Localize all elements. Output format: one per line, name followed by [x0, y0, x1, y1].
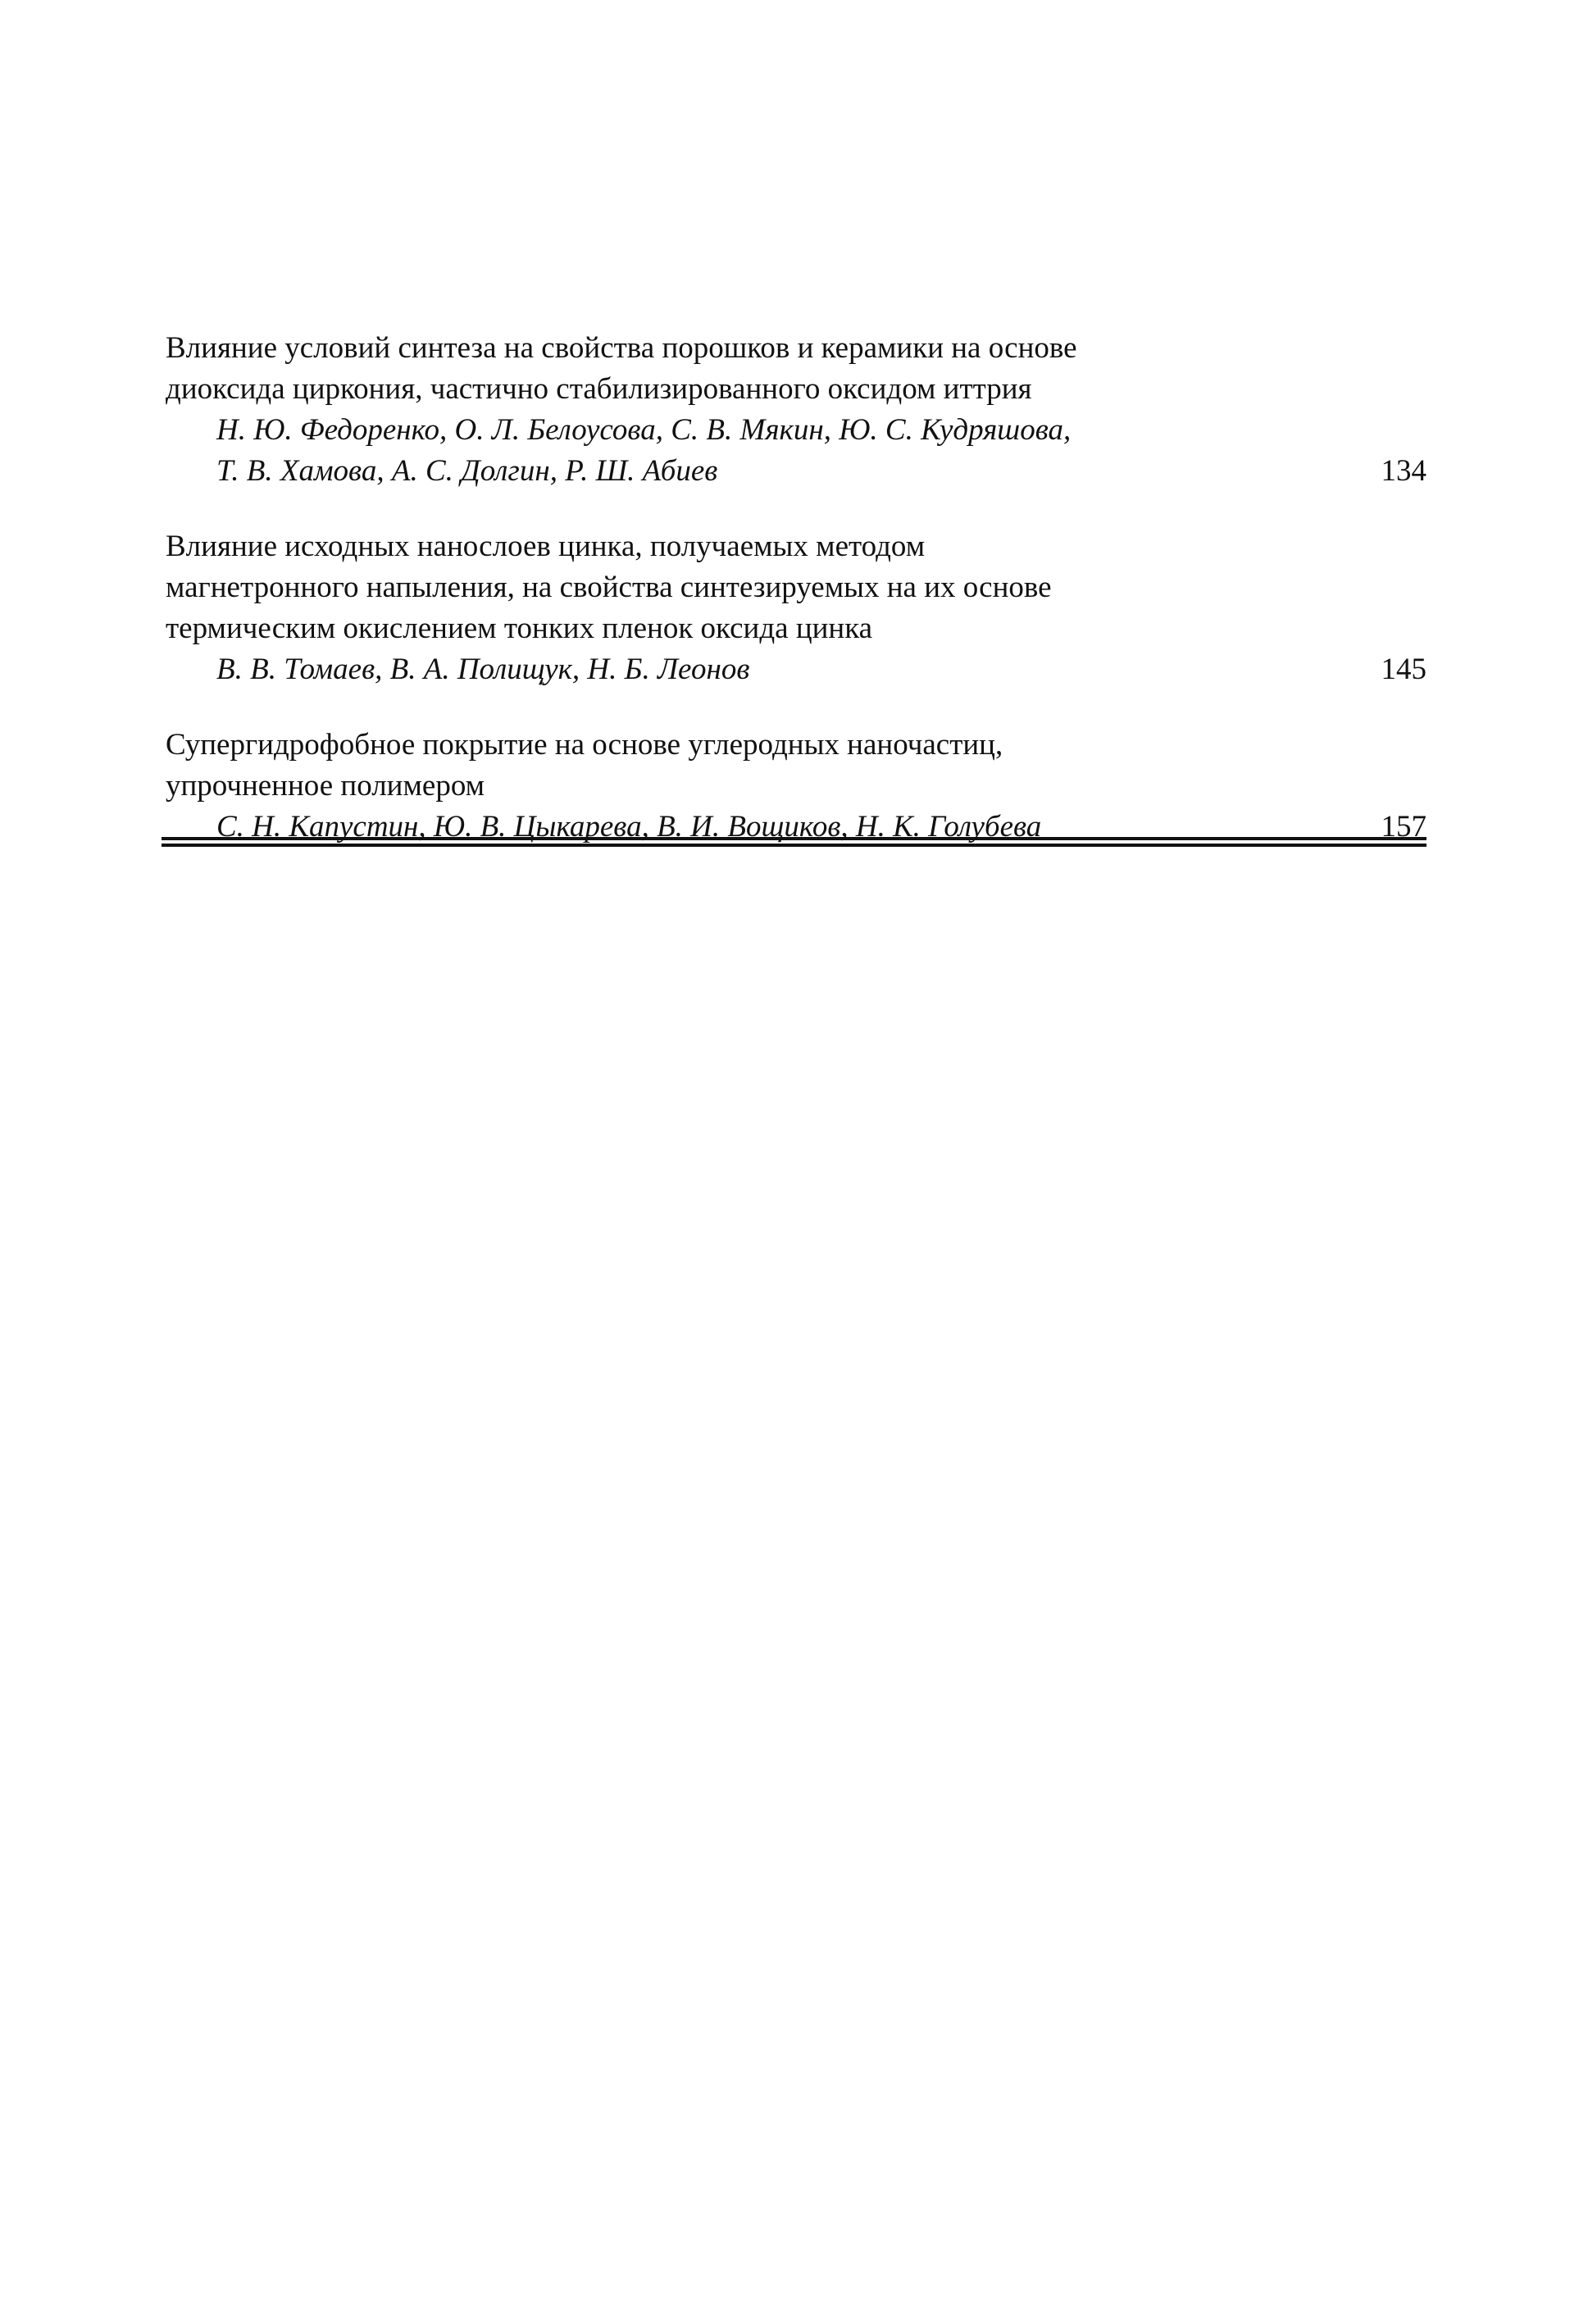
- article-authors-line: Т. В. Хамова, А. С. Долгин, Р. Ш. Абиев: [216, 454, 718, 488]
- article-title-line: Влияние условий синтеза на свойства порошков и керамики на основе: [166, 331, 1077, 365]
- article-title-line: магнетронного напыления, на свойства синтезируемых на их основе: [166, 571, 1052, 604]
- toc-entry: [166, 328, 1426, 492]
- article-authors-line: Н. Ю. Федоренко, О. Л. Белоусова, С. В. Мякин, Ю. С. Кудряшова,: [216, 413, 1072, 447]
- article-authors-line: В. В. Томаев, В. А. Полищук, Н. Б. Леонов: [216, 653, 750, 686]
- article-title-line: термическим окислением тонких пленок оксида цинка: [166, 612, 873, 645]
- article-title-line: упрочненное полимером: [166, 769, 485, 803]
- toc-entry: [166, 526, 1426, 690]
- double-rule-divider: [162, 837, 1426, 847]
- article-title-line: Влияние исходных нанослоев цинка, получаемых методом: [166, 530, 926, 563]
- article-authors-line: С. Н. Капустин, Ю. В. Цыкарева, В. И. Вощиков, Н. К. Голубева: [216, 810, 1042, 844]
- authors-page-row: [166, 451, 1426, 492]
- article-title-line: диоксида циркония, частично стабилизированного оксидом иттрия: [166, 372, 1032, 406]
- authors-page-row: [166, 649, 1426, 690]
- table-of-contents: [166, 328, 1426, 882]
- page-number: 145: [1381, 653, 1426, 686]
- page-number: 157: [1381, 810, 1426, 844]
- toc-entry: [166, 725, 1426, 848]
- page-number: 134: [1381, 454, 1426, 488]
- article-title-line: Супергидрофобное покрытие на основе углеродных наночастиц,: [166, 728, 1003, 762]
